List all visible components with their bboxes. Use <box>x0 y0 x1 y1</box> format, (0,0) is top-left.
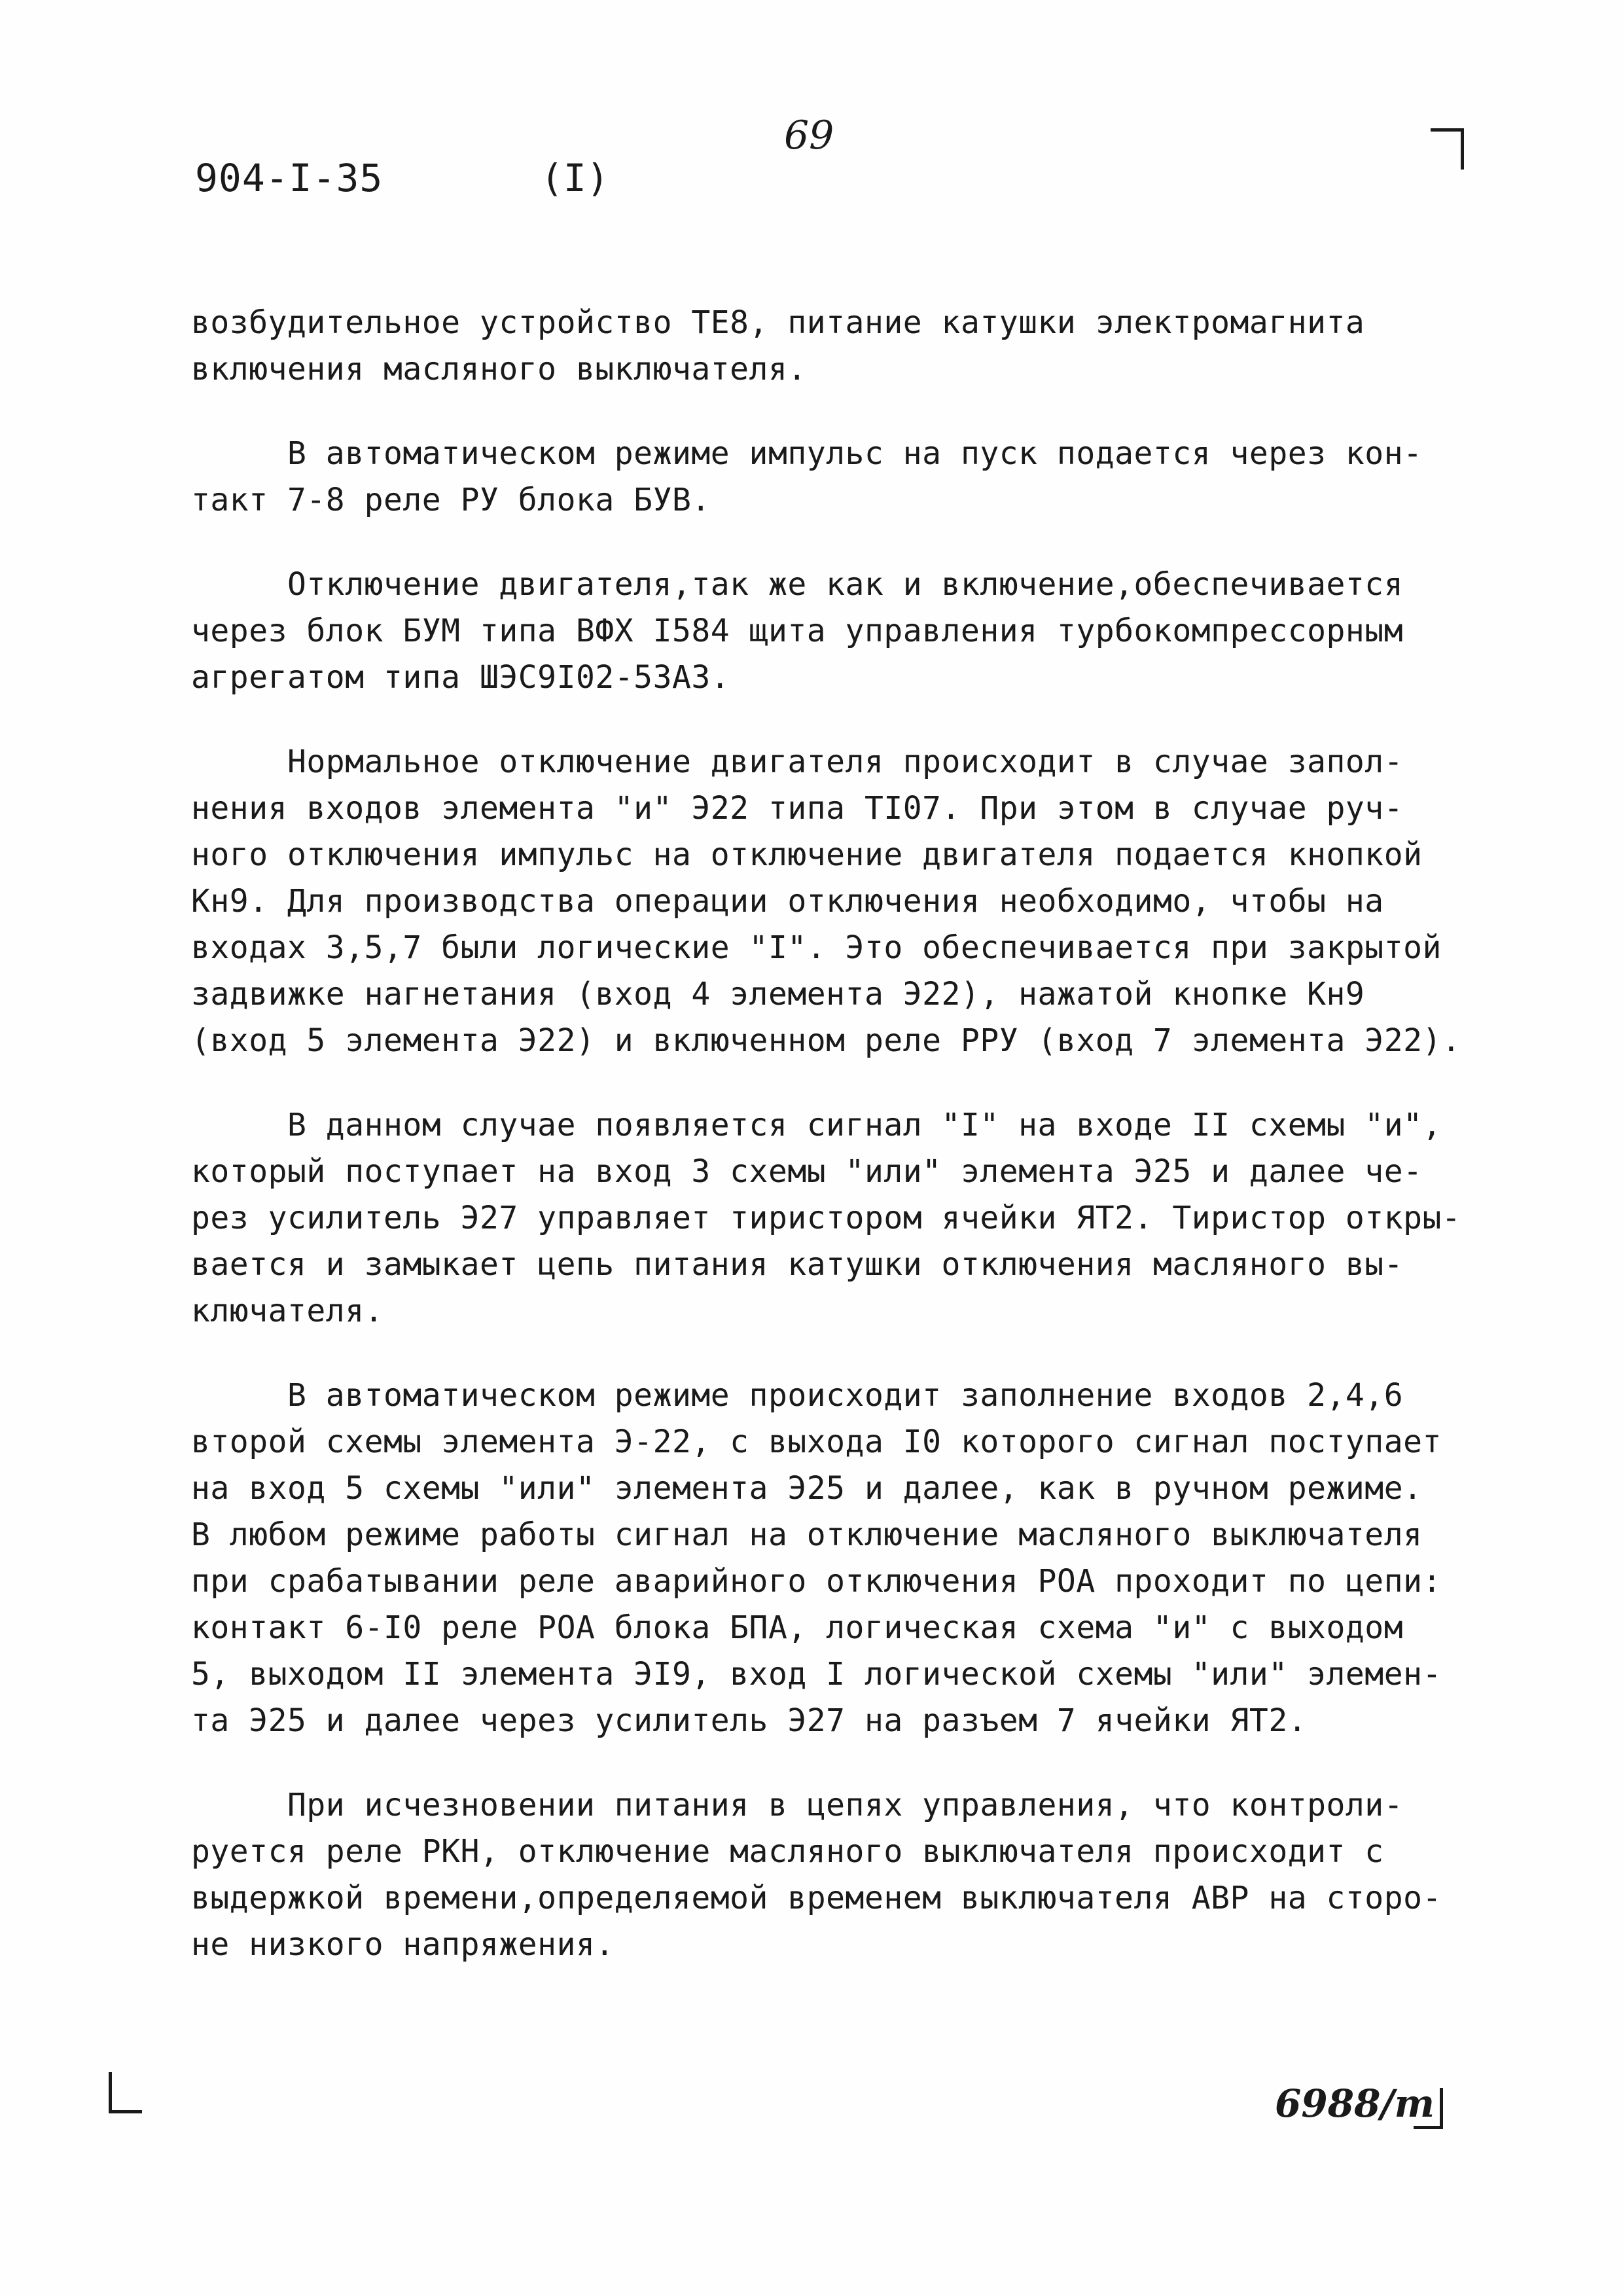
text-line: Кн9. Для производства операции отключения необходимо, чтобы на <box>191 883 1384 920</box>
text-line: выдержкой времени,определяемой временем выключателя АВР на сторо- <box>191 1880 1442 1916</box>
paragraph-7 <box>191 1782 1467 1968</box>
text-line: который поступает на вход 3 схемы "или" элемента Э25 и далее че- <box>191 1153 1423 1190</box>
paragraph-2 <box>191 431 1467 524</box>
text-line: В автоматическом режиме импульс на пуск подается через кон- <box>191 435 1423 472</box>
text-line: ключателя. <box>191 1293 383 1329</box>
text-line: не низкого напряжения. <box>191 1926 615 1963</box>
paragraph-6 <box>191 1372 1467 1744</box>
corner-mark-bottom-right <box>1414 2088 1443 2129</box>
paragraph-1 <box>191 300 1467 393</box>
text-line: Отключение двигателя,так же как и включение,обеспечивается <box>191 566 1404 603</box>
text-line: включения масляного выключателя. <box>191 351 807 387</box>
text-line: второй схемы элемента Э-22, с выхода I0 которого сигнал поступает <box>191 1424 1442 1460</box>
text-line: В данном случае появляется сигнал "I" на входе II схемы "и", <box>191 1107 1442 1143</box>
text-line: Нормальное отключение двигателя происходит в случае запол- <box>191 744 1404 780</box>
text-line: задвижке нагнетания (вход 4 элемента Э22), нажатой кнопке Кн9 <box>191 976 1365 1013</box>
text-line: на вход 5 схемы "или" элемента Э25 и далее, как в ручном режиме. <box>191 1470 1423 1507</box>
text-line: 5, выходом II элемента ЭI9, вход I логической схемы "или" элемен- <box>191 1656 1442 1693</box>
text-line: В автоматическом режиме происходит заполнение входов 2,4,6 <box>191 1377 1404 1414</box>
corner-mark-top-right <box>1431 128 1464 170</box>
page-number: 69 <box>784 113 834 158</box>
text-line: В любом режиме работы сигнал на отключение масляного выключателя <box>191 1516 1423 1553</box>
text-line: при срабатывании реле аварийного отключения РОА проходит по цепи: <box>191 1563 1442 1600</box>
paragraph-5 <box>191 1102 1467 1335</box>
text-line: руется реле РКН, отключение масляного выключателя происходит с <box>191 1833 1384 1870</box>
text-line: (вход 5 элемента Э22) и включенном реле РРУ (вход 7 элемента Э22). <box>191 1022 1461 1059</box>
text-line: через блок БУМ типа ВФХ I584 щита управления турбокомпрессорным <box>191 613 1404 649</box>
text-line: При исчезновении питания в цепях управления, что контроли- <box>191 1787 1404 1823</box>
document-part: (I) <box>541 156 609 200</box>
text-line: рез усилитель Э27 управляет тиристором ячейки ЯТ2. Тиристор откры- <box>191 1200 1461 1236</box>
document-body <box>191 300 1467 2006</box>
text-line: та Э25 и далее через усилитель Э27 на разъем 7 ячейки ЯТ2. <box>191 1702 1308 1739</box>
corner-mark-bottom-left <box>109 2072 142 2113</box>
sheet-number: 6988/т <box>1275 2081 1435 2126</box>
paragraph-3 <box>191 562 1467 701</box>
text-line: контакт 6-I0 реле РОА блока БПА, логическая схема "и" с выходом <box>191 1609 1404 1646</box>
text-line: ного отключения импульс на отключение двигателя подается кнопкой <box>191 836 1423 873</box>
text-line: агрегатом типа ШЭС9I02-53А3. <box>191 659 730 696</box>
text-line: такт 7-8 реле РУ блока БУВ. <box>191 482 711 518</box>
text-line: возбудительное устройство ТЕ8, питание катушки электромагнита <box>191 304 1365 341</box>
text-line: входах 3,5,7 были логические "I". Это обеспечивается при закрытой <box>191 929 1442 966</box>
paragraph-4 <box>191 739 1467 1064</box>
text-line: нения входов элемента "и" Э22 типа ТI07. При этом в случае руч- <box>191 790 1404 827</box>
document-code: 904-I-35 <box>195 156 383 200</box>
text-line: вается и замыкает цепь питания катушки отключения масляного вы- <box>191 1246 1404 1283</box>
